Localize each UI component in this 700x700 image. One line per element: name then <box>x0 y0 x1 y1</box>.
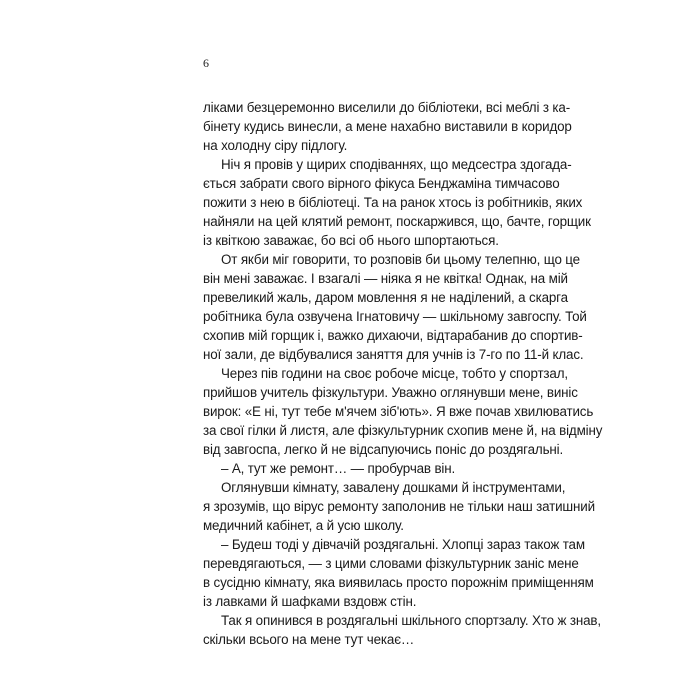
text-line: превеликий жаль, даром мовлення я не наділений, а скарга <box>203 290 568 305</box>
text-line: він мені заважає. І взагалі — ніяка я не квітка! Однак, на мій <box>203 271 568 286</box>
text-line: Через пів години на своє робоче місце, тобто у спортзал, <box>221 366 568 381</box>
text-line: бінету кудись винесли, а мене нахабно виставили в коридор <box>203 119 572 134</box>
text-line: Так я опинився в роздягальні шкільного спортзалу. Хто ж знав, <box>221 613 601 628</box>
text-line: ліками безцеремонно виселили до бібліотеки, всі меблі з ка- <box>203 100 571 115</box>
text-line: – Будеш тоді у дівчачій роздягальні. Хлопці зараз також там <box>221 537 585 552</box>
text-line: найняли на цей клятий ремонт, поскаржився, що, бачте, горщик <box>203 214 591 229</box>
text-line: Ніч я провів у щирих сподіваннях, що медсестра здогада- <box>221 157 572 172</box>
text-line: робітника була озвучена Ігнатовичу — шкільному завгоспу. Той <box>203 309 587 324</box>
text-line: ється забрати свого вірного фікуса Бенджаміна тимчасово <box>203 176 560 191</box>
text-line: перевдягаються, — з цими словами фізкультурник заніс мене <box>203 556 579 571</box>
text-line: скільки всього на мене тут чекає… <box>203 632 415 647</box>
text-line: вирок: «Е ні, тут тебе м'ячем зіб'ють». Я вже почав хвилюватись <box>203 404 594 419</box>
text-line: із квіткою заважає, бо всі об нього шпортаються. <box>203 233 499 248</box>
text-line: від завгоспа, легко й не відсапуючись поніс до роздягальні. <box>203 442 564 457</box>
text-line: із лавками й шафками вздовж стін. <box>203 594 417 609</box>
text-line: пожити з нею в бібліотеці. Та на ранок хтось із робітників, яких <box>203 195 583 210</box>
text-line: за свої гілки й листя, але фізкультурник схопив мене й, на відміну <box>203 423 603 438</box>
text-line: я зрозумів, що вірус ремонту заполонив не тільки наш затишний <box>203 499 595 514</box>
text-line: – А, тут же ремонт… — пробурчав він. <box>221 461 456 476</box>
text-line: ної зали, де відбувалися заняття для учнів із 7-го по 11-й клас. <box>203 347 584 362</box>
text-line: прийшов учитель фізкультури. Уважно оглянувши мене, виніс <box>203 385 578 400</box>
text-line: Оглянувши кімнату, завалену дошками й інструментами, <box>221 480 566 495</box>
text-line: на холодну сіру підлогу. <box>203 138 348 153</box>
page-number: 6 <box>203 56 209 70</box>
text-line: От якби міг говорити, то розповів би цьому телепню, що це <box>221 252 580 267</box>
text-line: медичний кабінет, а й усю школу. <box>203 518 404 533</box>
text-line: схопив мій горщик і, важко дихаючи, відтарабанив до спортив- <box>203 328 583 343</box>
text-line: в сусідню кімнату, яка виявилась просто порожнім приміщенням <box>203 575 594 590</box>
